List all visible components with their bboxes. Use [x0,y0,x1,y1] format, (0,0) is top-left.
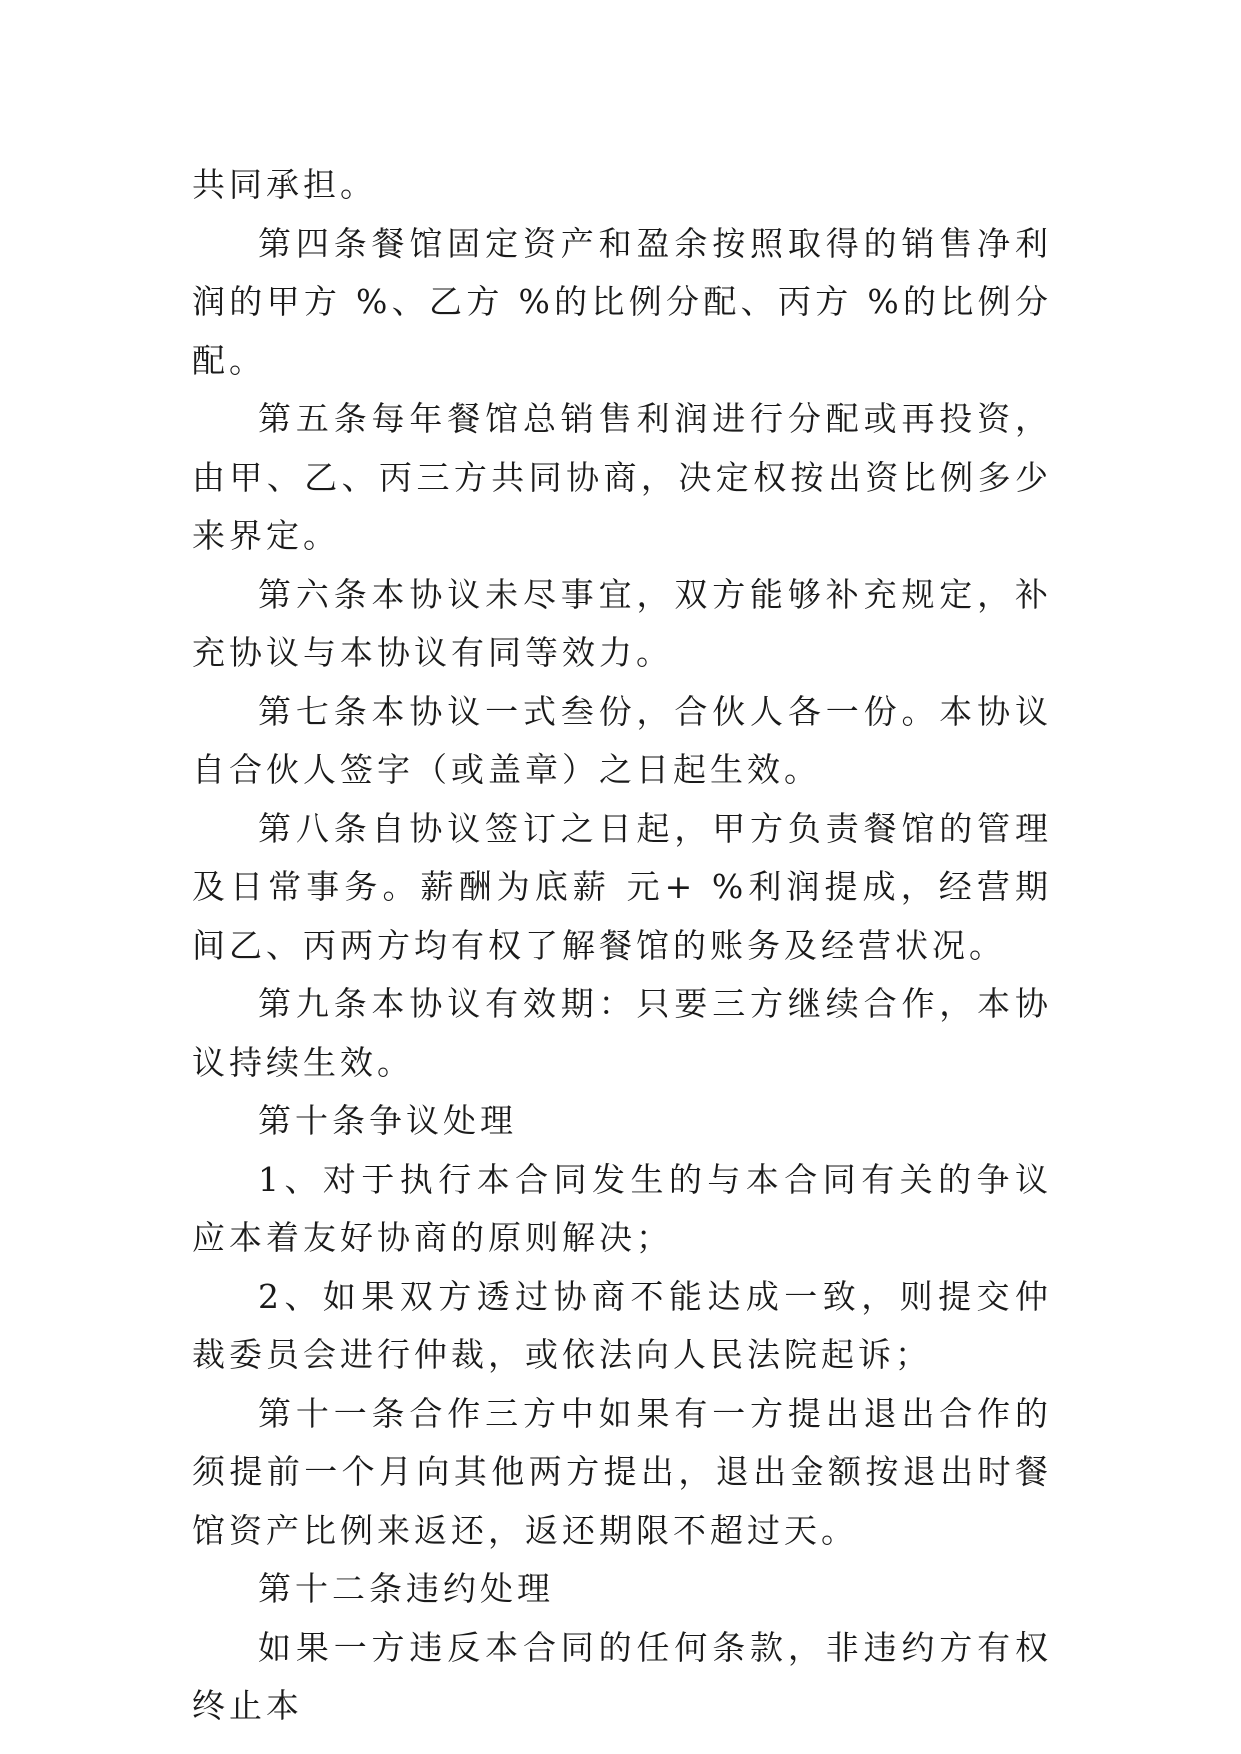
paragraph-article-11: 第十一条合作三方中如果有一方提出退出合作的须提前一个月向其他两方提出，退出金额按退出时餐馆资产比例来返还，返还期限不超过天。 [192,1393,1052,1550]
paragraph-article-12-heading: 第十二条违约处理 [258,1569,554,1608]
paragraph-article-4: 第四条餐馆固定资产和盈余按照取得的销售净利润的甲方 %、乙方 %的比例分配、丙方 %的比例分配。 [192,223,1052,380]
paragraph-article-10-item-1: 1、对于执行本合同发生的与本合同有关的争议应本着友好协商的原则解决； [192,1159,1052,1257]
paragraph-article-9: 第九条本协议有效期：只要三方继续合作，本协议持续生效。 [192,984,1052,1082]
paragraph-article-5: 第五条每年餐馆总销售利润进行分配或再投资，由甲、乙、丙三方共同协商，决定权按出资比例多少来界定。 [192,399,1052,555]
document-body [192,156,1052,1736]
paragraph-article-12-text: 如果一方违反本合同的任何条款，非违约方有权终止本 [192,1627,1052,1725]
paragraph-article-10-heading: 第十条争议处理 [258,1101,517,1140]
paragraph-article-7: 第七条本协议一式叁份，合伙人各一份。本协议自合伙人签字（或盖章）之日起生效。 [192,691,1052,789]
paragraph-continuation: 共同承担。 [192,165,377,204]
paragraph-article-10-item-2: 2、如果双方透过协商不能达成一致，则提交仲裁委员会进行仲裁，或依法向人民法院起诉； [192,1276,1052,1374]
paragraph-article-8: 第八条自协议签订之日起，甲方负责餐馆的管理及日常事务。薪酬为底薪 元+ %利润提成，经营期间乙、丙两方均有权了解餐馆的账务及经营状况。 [192,808,1052,965]
paragraph-article-6: 第六条本协议未尽事宜，双方能够补充规定，补充协议与本协议有同等效力。 [192,574,1052,672]
